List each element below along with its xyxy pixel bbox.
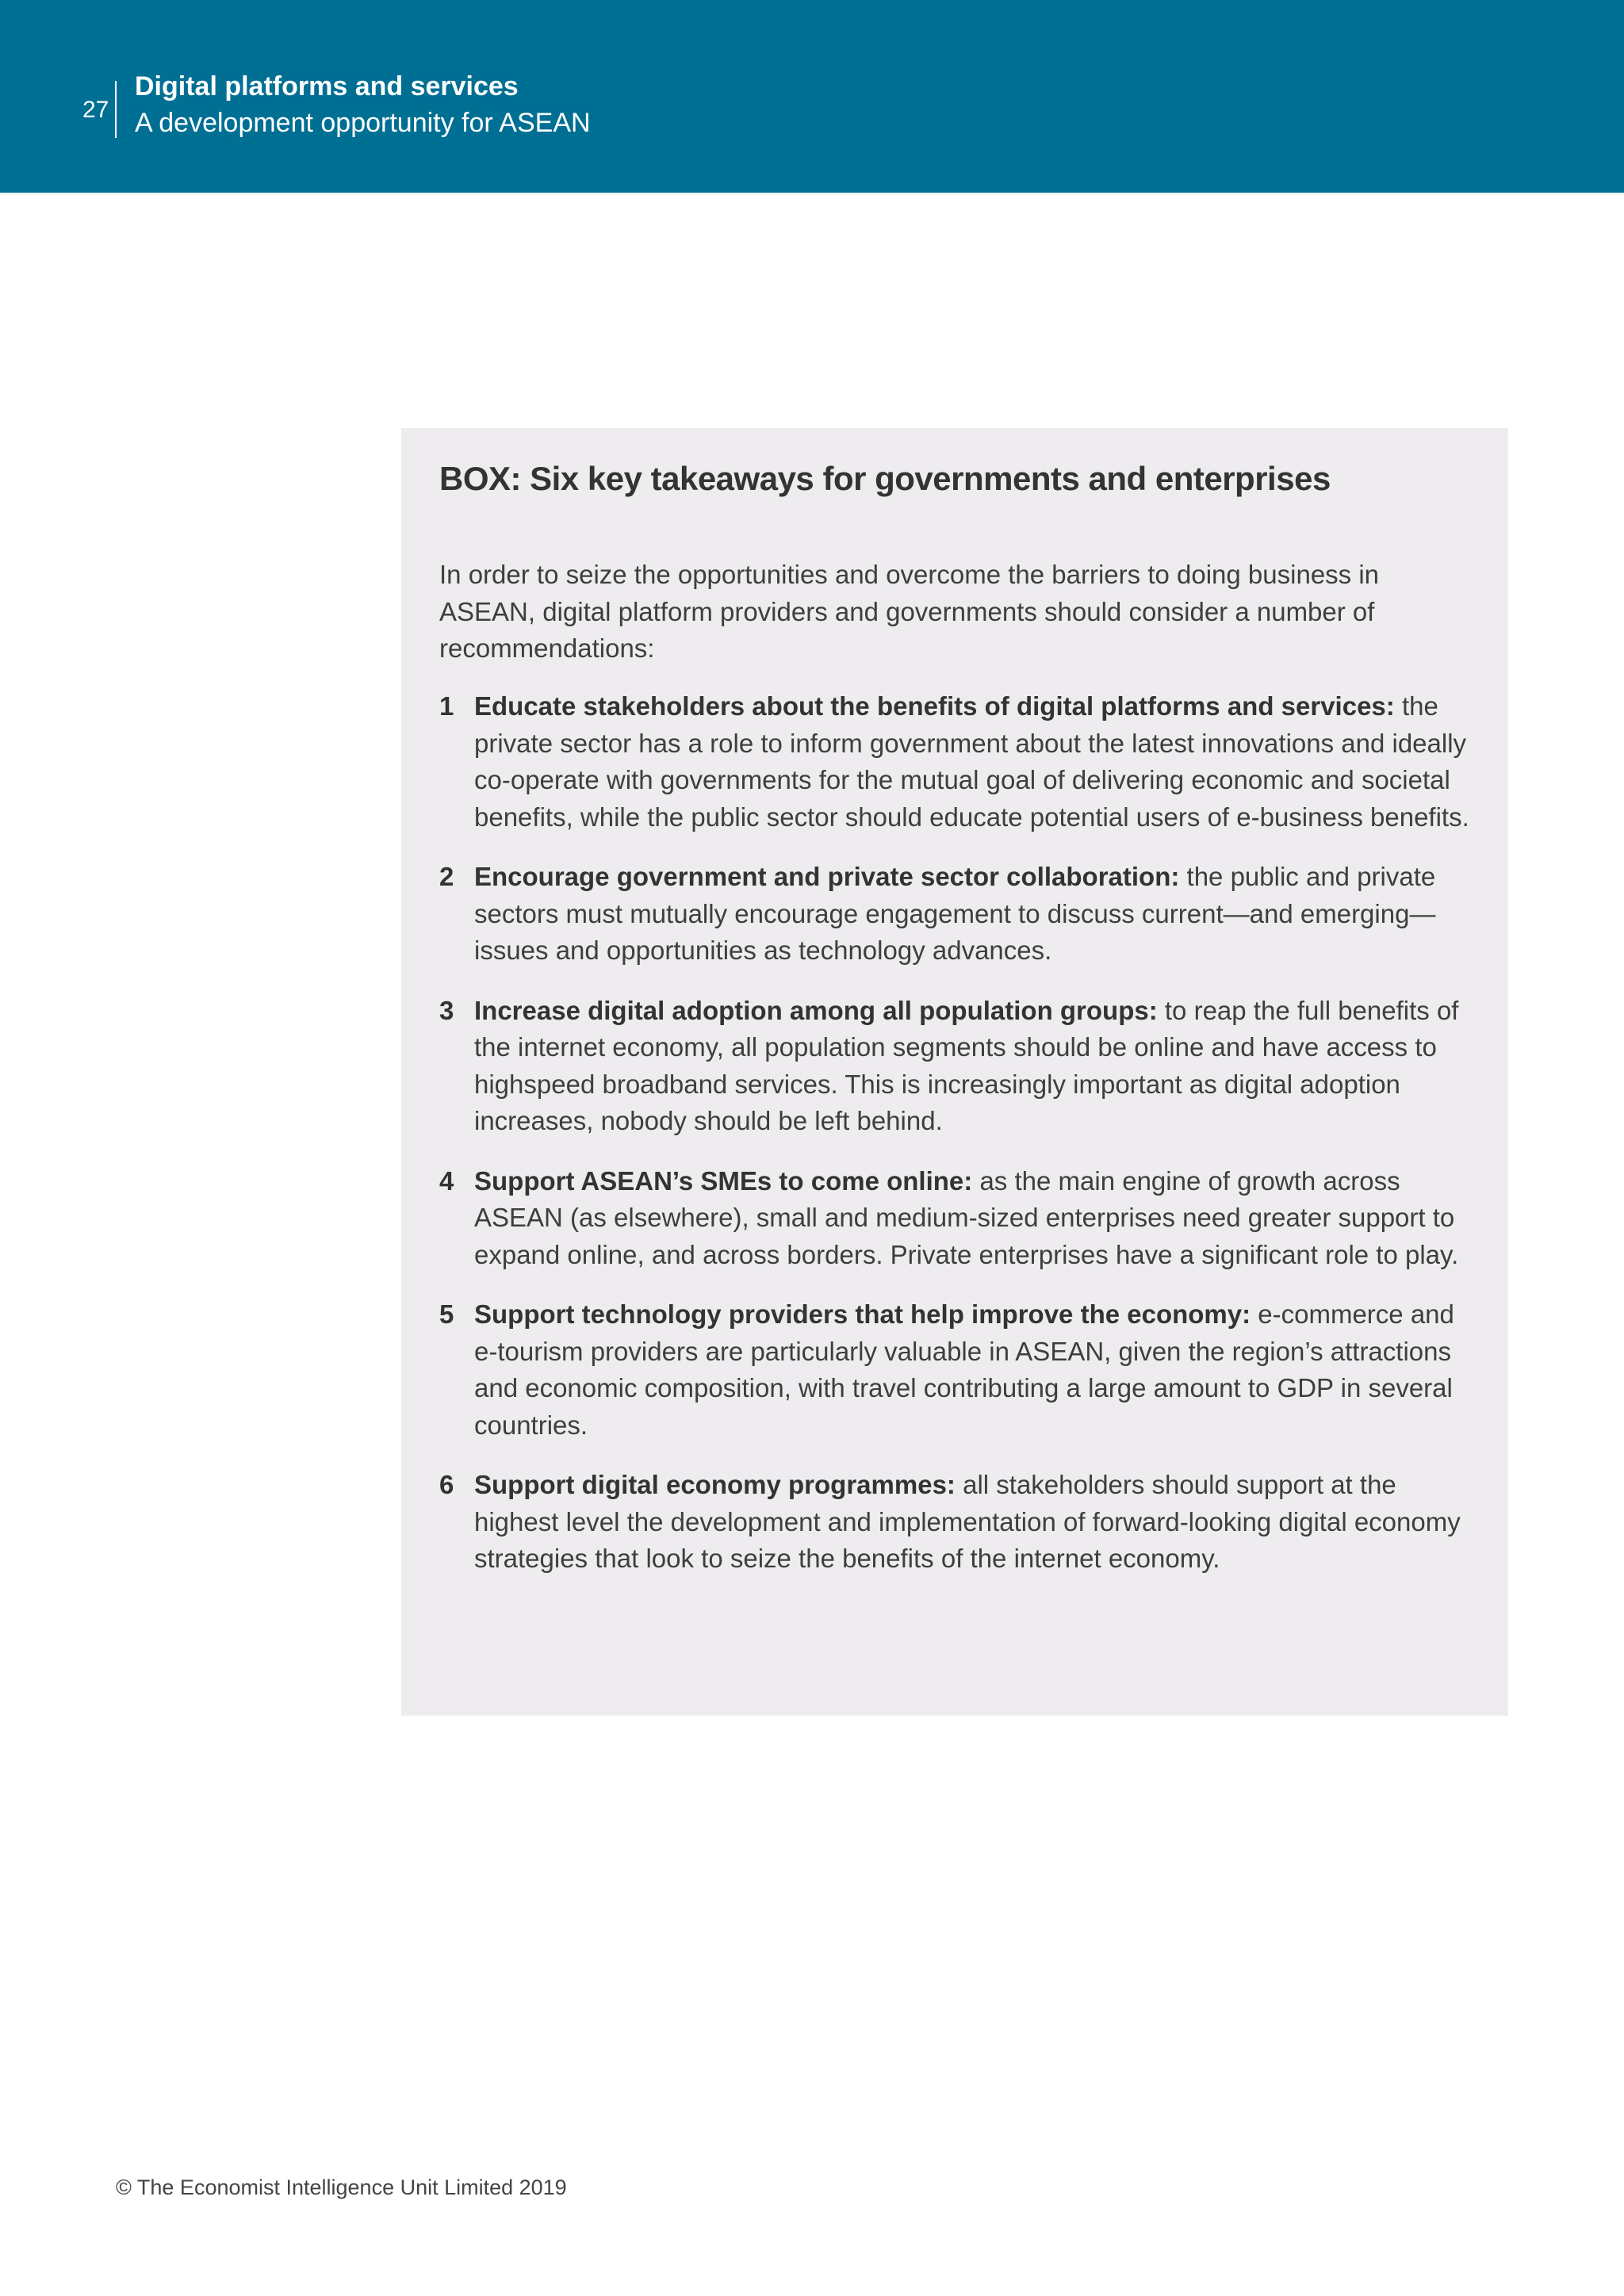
takeaway-item: [439, 993, 1478, 1140]
takeaway-number: 1: [439, 691, 454, 721]
takeaway-item: [439, 1467, 1478, 1578]
report-subtitle: A development opportunity for ASEAN: [135, 108, 591, 138]
takeaway-number: 5: [439, 1299, 454, 1329]
takeaway-number: 6: [439, 1470, 454, 1499]
takeaway-number: 3: [439, 995, 454, 1025]
takeaway-body: the public and private sectors must mutually encourage engagement to discuss current—and emerging—issues and opportunities as technology advances.: [474, 862, 1436, 965]
takeaway-body: to reap the full benefits of the internet economy, all population segments should be online and have access to highspeed broadband services. This is increasingly important as digital adoption increases, nobody should be left behind.: [474, 995, 1459, 1135]
takeaway-body: as the main engine of growth across ASEAN (as elsewhere), small and medium-sized enterprises need greater support to expand online, and across borders. Private enterprises have a significant role to play.: [474, 1165, 1459, 1269]
takeaway-heading: Support ASEAN’s SMEs to come online:: [474, 1165, 973, 1196]
box-title: BOX: Six key takeaways for governments and enterprises: [439, 460, 1331, 497]
takeaway-heading: Support digital economy programmes:: [474, 1470, 956, 1499]
takeaway-body: all stakeholders should support at the highest level the development and implementation of forward-looking digital economy strategies that look to seize the benefits of the internet economy.: [474, 1470, 1461, 1573]
report-title: Digital platforms and services: [135, 71, 519, 101]
takeaway-heading: Support technology providers that help improve the economy:: [474, 1299, 1251, 1329]
takeaway-item: [439, 859, 1478, 970]
takeaway-heading: Increase digital adoption among all population groups:: [474, 995, 1158, 1025]
header-band: [0, 0, 1624, 193]
takeaway-item: [439, 1296, 1478, 1444]
header-divider: [115, 81, 117, 138]
takeaway-body: e-commerce and e-tourism providers are particularly valuable in ASEAN, given the region’s attractions and economic composition, with travel contributing a large amount to GDP in several countries.: [474, 1299, 1454, 1440]
takeaways-box: [401, 428, 1508, 1716]
takeaways-list: [439, 688, 1478, 1601]
takeaway-item: [439, 688, 1478, 836]
takeaway-item: [439, 1163, 1478, 1274]
takeaway-heading: Educate stakeholders about the benefits of digital platforms and services:: [474, 691, 1395, 721]
takeaway-number: 2: [439, 862, 454, 891]
page-number: 27: [82, 97, 109, 123]
box-intro: In order to seize the opportunities and overcome the barriers to doing business in ASEAN, digital platform providers and governments should consider a number of recommendations:: [439, 560, 1380, 663]
takeaway-number: 4: [439, 1165, 454, 1196]
takeaway-body: the private sector has a role to inform government about the latest innovations and ideally co-operate with governments for the mutual goal of delivering economic and societal benefits, while the public sector should educate potential users of e-business benefits.: [474, 691, 1469, 832]
footer-copyright: © The Economist Intelligence Unit Limited 2019: [116, 2175, 567, 2199]
takeaway-heading: Encourage government and private sector collaboration:: [474, 862, 1180, 891]
